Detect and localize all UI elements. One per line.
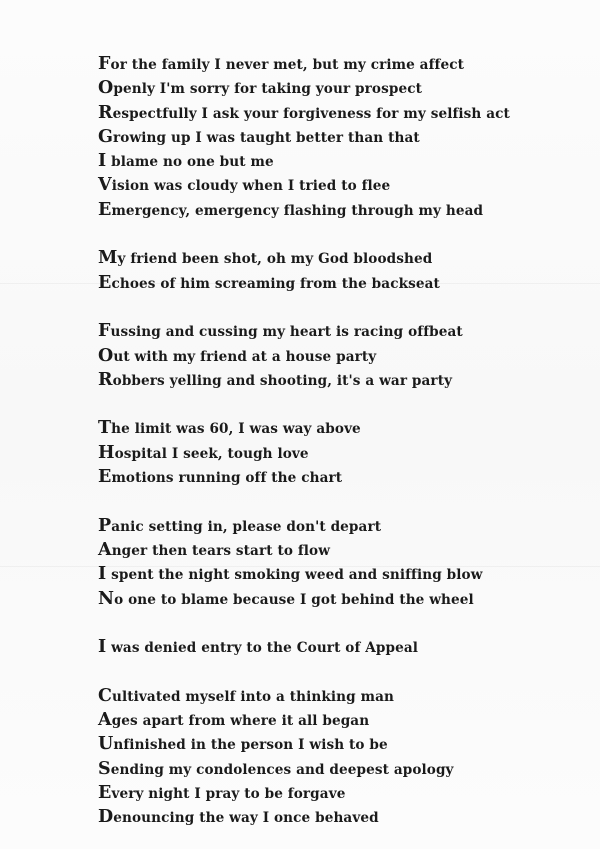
acrostic-initial: S [98, 758, 111, 779]
stanza-gap [98, 611, 578, 635]
poem-line [98, 465, 578, 489]
line-text: motions running off the chart [111, 470, 343, 487]
acrostic-initial: T [98, 418, 112, 439]
poem-line [98, 514, 578, 538]
line-text: ges apart from where it all began [111, 713, 370, 730]
acrostic-initial: F [98, 321, 111, 342]
acrostic-initial: R [98, 369, 113, 390]
line-text: penly I'm sorry for taking your prospect [113, 81, 422, 98]
line-text: o one to blame because I got behind the wheel [114, 591, 474, 608]
line-text: ending my condolences and deepest apology [110, 761, 454, 778]
line-text: ision was cloudy when I tried to flee [111, 178, 391, 195]
poem-line [98, 416, 578, 440]
line-text: spent the night smoking weed and sniffing blow [106, 567, 483, 584]
stanza-gap [98, 295, 578, 319]
poem-line [98, 441, 578, 465]
acrostic-initial: O [98, 345, 114, 366]
poem-line [98, 271, 578, 295]
poem-line [98, 125, 578, 149]
poem-line [98, 635, 578, 659]
poem-line [98, 149, 578, 173]
stanza-gap [98, 489, 578, 513]
acrostic-initial: R [98, 102, 113, 123]
poem-line [98, 805, 578, 829]
acrostic-initial: A [98, 539, 112, 560]
line-text: nfinished in the person I wish to be [113, 737, 388, 754]
acrostic-initial: I [98, 564, 107, 585]
poem-line [98, 781, 578, 805]
poem-line [98, 319, 578, 343]
line-text: was denied entry to the Court of Appeal [106, 640, 419, 657]
poem-line [98, 684, 578, 708]
poem-line [98, 708, 578, 732]
line-text: blame no one but me [106, 154, 274, 171]
line-text: obbers yelling and shooting, it's a war party [112, 372, 453, 389]
line-text: ut with my friend at a house party [113, 348, 377, 365]
acrostic-initial: I [98, 151, 107, 172]
line-text: ultivated myself into a thinking man [112, 688, 394, 705]
acrostic-initial: I [98, 637, 107, 658]
stanza-gap [98, 392, 578, 416]
line-text: or the family I never met, but my crime affect [110, 57, 464, 73]
line-text: mergency, emergency flashing through my head [111, 202, 484, 219]
acrostic-initial: E [98, 782, 112, 803]
line-text: ussing and cussing my heart is racing offbeat [110, 324, 463, 341]
acrostic-initial: P [98, 515, 112, 536]
poem-line [98, 246, 578, 270]
acrostic-initial: E [98, 199, 112, 220]
line-text: y friend been shot, oh my God bloodshed [117, 251, 433, 268]
line-text: nger then tears start to flow [111, 542, 331, 559]
acrostic-initial: A [98, 710, 112, 731]
acrostic-initial: F [98, 54, 111, 74]
acrostic-initial: E [98, 467, 112, 488]
acrostic-initial: N [98, 588, 115, 609]
line-text: rowing up I was taught better than that [113, 129, 420, 146]
acrostic-initial: G [98, 126, 114, 147]
poem-line [98, 587, 578, 611]
acrostic-initial: M [98, 248, 118, 269]
acrostic-initial: C [98, 685, 113, 706]
poem-line [98, 538, 578, 562]
poem-line [98, 173, 578, 197]
poem-line [98, 732, 578, 756]
line-text: enouncing the way I once behaved [113, 810, 379, 827]
poem-line [98, 76, 578, 100]
poem-line [98, 344, 578, 368]
poem-line [98, 368, 578, 392]
line-text: espectfully I ask your forgiveness for my selfish act [112, 105, 510, 122]
acrostic-initial: E [98, 272, 112, 293]
line-text: ospital I seek, tough love [114, 445, 309, 462]
poem-line [98, 198, 578, 222]
line-text: choes of him screaming from the backseat [111, 275, 440, 292]
line-text: very night I pray to be forgave [111, 785, 346, 802]
poem-line [98, 562, 578, 586]
acrostic-initial: D [98, 807, 114, 828]
line-text: he limit was 60, I was way above [111, 421, 361, 438]
poem-line [98, 52, 578, 76]
acrostic-initial: O [98, 78, 114, 99]
acrostic-initial: U [98, 734, 114, 755]
poem-line [98, 757, 578, 781]
acrostic-poem [98, 52, 578, 830]
stanza-gap [98, 659, 578, 683]
poem-line [98, 101, 578, 125]
acrostic-initial: H [98, 442, 115, 463]
line-text: anic setting in, please don't depart [111, 518, 382, 535]
acrostic-initial: V [98, 175, 112, 196]
stanza-gap [98, 222, 578, 246]
